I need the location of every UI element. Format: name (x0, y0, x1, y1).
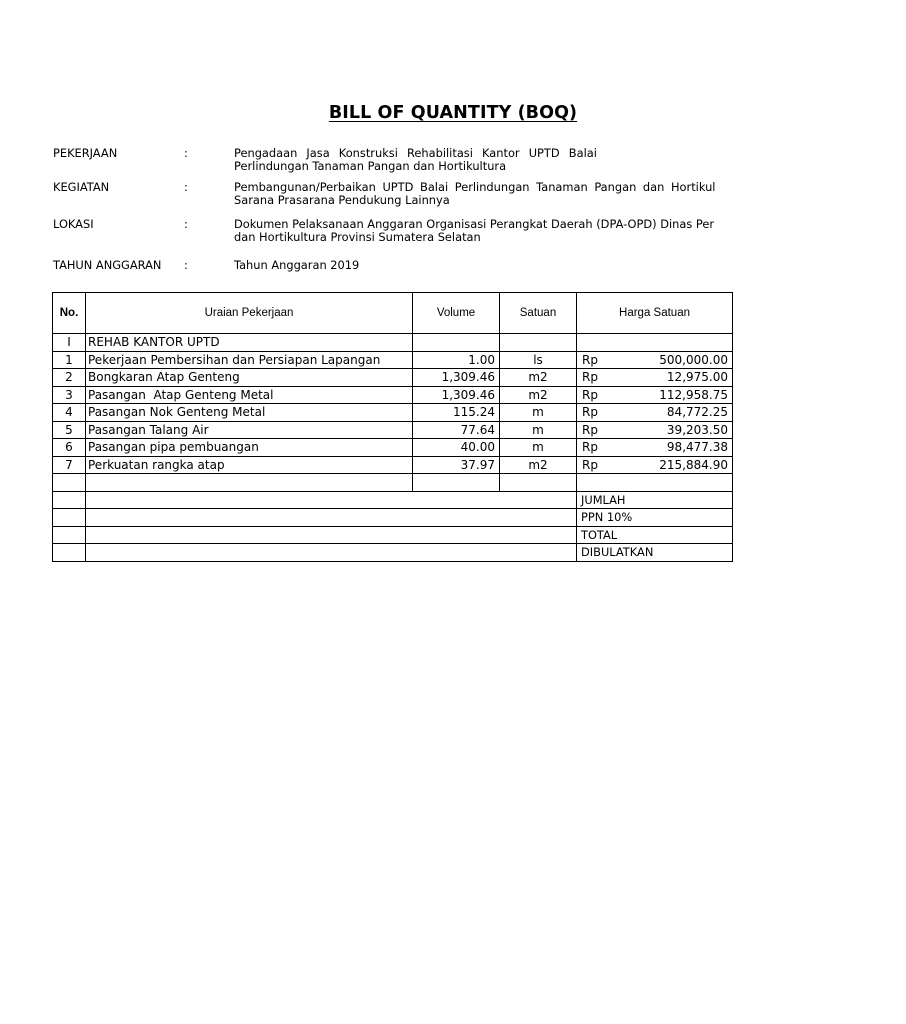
row-desc: Pasangan Nok Genteng Metal (86, 404, 413, 422)
info-value-kegiatan (234, 181, 715, 207)
table-row (53, 404, 733, 422)
currency-label: Rp (582, 352, 598, 367)
row-unit: m2 (500, 456, 577, 474)
info-value-line: dan Hortikultura Provinsi Sumatera Selatan (234, 230, 481, 244)
empty-cell (500, 334, 577, 352)
row-volume: 1,309.46 (413, 369, 500, 387)
info-label-tahun: TAHUN ANGGARAN (53, 258, 162, 272)
row-price-cell (577, 439, 733, 457)
info-value-tahun (234, 259, 359, 272)
empty-cell (86, 491, 577, 509)
table-row (53, 351, 733, 369)
row-unit: m (500, 439, 577, 457)
table-row (53, 369, 733, 387)
info-value-line: Pembangunan/Perbaikan UPTD Balai Perlindungan Tanaman Pangan dan Hortikul (234, 180, 716, 194)
row-price: 12,975.00 (666, 370, 728, 385)
row-price: 215,884.90 (659, 457, 728, 472)
row-volume: 37.97 (413, 456, 500, 474)
empty-cell (500, 474, 577, 492)
row-no: 7 (53, 456, 86, 474)
summary-row-dibulatkan (53, 544, 733, 562)
currency-label: Rp (582, 370, 598, 385)
row-no: 2 (53, 369, 86, 387)
row-volume: 77.64 (413, 421, 500, 439)
empty-cell (86, 509, 577, 527)
empty-cell (53, 474, 86, 492)
section-label: REHAB KANTOR UPTD (86, 334, 413, 352)
section-row (53, 334, 733, 352)
boq-table-wrapper (52, 292, 728, 562)
header-uraian: Uraian Pekerjaan (86, 293, 413, 334)
summary-row-jumlah (53, 491, 733, 509)
row-price: 98,477.38 (666, 440, 728, 455)
info-value-line: Perlindungan Tanaman Pangan dan Hortikultura (234, 159, 507, 173)
row-no: 4 (53, 404, 86, 422)
row-price-cell (577, 351, 733, 369)
row-desc: Pasangan Atap Genteng Metal (86, 386, 413, 404)
row-unit: ls (500, 351, 577, 369)
info-value-line: Pengadaan Jasa Konstruksi Rehabilitasi Kantor UPTD Balai (234, 146, 597, 160)
row-unit: m (500, 421, 577, 439)
empty-cell (413, 334, 500, 352)
currency-label: Rp (582, 440, 598, 455)
empty-cell (413, 474, 500, 492)
row-price-cell (577, 404, 733, 422)
currency-label: Rp (582, 387, 598, 402)
row-desc: Pasangan Talang Air (86, 421, 413, 439)
row-price-cell (577, 369, 733, 387)
currency-label: Rp (582, 422, 598, 437)
info-colon: : (184, 217, 188, 231)
info-colon: : (184, 180, 188, 194)
row-unit: m2 (500, 386, 577, 404)
page-title: BILL OF QUANTITY (BOQ) (328, 103, 578, 123)
summary-row-total (53, 526, 733, 544)
row-unit: m (500, 404, 577, 422)
row-no: 1 (53, 351, 86, 369)
table-row (53, 421, 733, 439)
header-volume: Volume (413, 293, 500, 334)
empty-cell (53, 509, 86, 527)
row-price: 500,000.00 (659, 352, 728, 367)
table-header-row (53, 293, 733, 334)
row-price-cell (577, 456, 733, 474)
row-price-cell (577, 421, 733, 439)
info-label-lokasi: LOKASI (53, 217, 94, 231)
info-value-lokasi (234, 218, 714, 244)
info-value-pekerjaan (234, 147, 597, 173)
info-label-pekerjaan: PEKERJAAN (53, 146, 118, 160)
summary-label-ppn: PPN 10% (577, 509, 733, 527)
row-no: 5 (53, 421, 86, 439)
info-value-line: Dokumen Pelaksanaan Anggaran Organisasi Perangkat Daerah (DPA-OPD) Dinas Per (234, 217, 715, 231)
row-volume: 40.00 (413, 439, 500, 457)
row-no: 6 (53, 439, 86, 457)
row-volume: 115.24 (413, 404, 500, 422)
row-unit: m2 (500, 369, 577, 387)
boq-table (52, 292, 733, 562)
empty-cell (53, 526, 86, 544)
info-label-kegiatan: KEGIATAN (53, 180, 110, 194)
empty-cell (53, 491, 86, 509)
info-colon: : (184, 146, 188, 160)
row-price: 39,203.50 (666, 422, 728, 437)
row-price: 84,772.25 (666, 405, 728, 420)
row-desc: Bongkaran Atap Genteng (86, 369, 413, 387)
info-value-line: Sarana Prasarana Pendukung Lainnya (234, 193, 450, 207)
empty-cell (53, 544, 86, 562)
summary-label-jumlah: JUMLAH (577, 491, 733, 509)
info-value-line: Tahun Anggaran 2019 (234, 258, 360, 272)
header-no: No. (53, 293, 86, 334)
currency-label: Rp (582, 405, 598, 420)
info-colon: : (184, 258, 188, 272)
header-harga: Harga Satuan (577, 293, 733, 334)
currency-label: Rp (582, 457, 598, 472)
row-price: 112,958.75 (659, 387, 728, 402)
row-volume: 1,309.46 (413, 386, 500, 404)
row-desc: Pasangan pipa pembuangan (86, 439, 413, 457)
section-no: I (53, 334, 86, 352)
row-price-cell (577, 386, 733, 404)
table-row (53, 386, 733, 404)
empty-row (53, 474, 733, 492)
row-volume: 1.00 (413, 351, 500, 369)
header-satuan: Satuan (500, 293, 577, 334)
row-no: 3 (53, 386, 86, 404)
row-desc: Pekerjaan Pembersihan dan Persiapan Lapangan (86, 351, 413, 369)
empty-cell (577, 474, 733, 492)
empty-cell (86, 544, 577, 562)
empty-cell (86, 526, 577, 544)
table-row (53, 439, 733, 457)
empty-cell (577, 334, 733, 352)
table-row (53, 456, 733, 474)
summary-label-total: TOTAL (577, 526, 733, 544)
summary-label-dibulatkan: DIBULATKAN (577, 544, 733, 562)
empty-cell (86, 474, 413, 492)
summary-row-ppn (53, 509, 733, 527)
row-desc: Perkuatan rangka atap (86, 456, 413, 474)
